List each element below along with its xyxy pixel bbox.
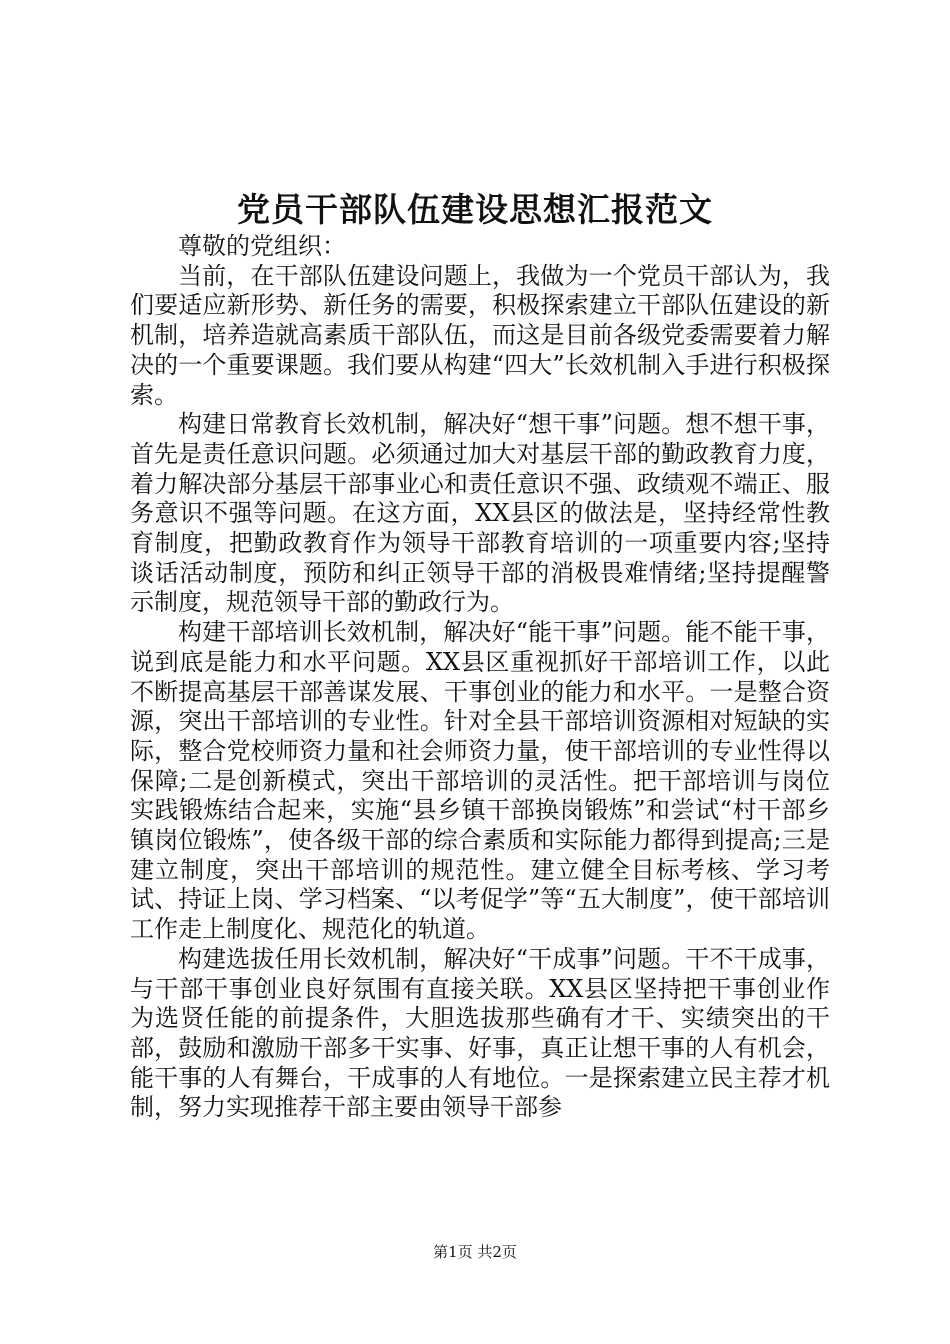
page-number-footer: 第1页 共2页	[433, 1243, 517, 1261]
paragraph-intro: 当前，在干部队伍建设问题上，我做为一个党员干部认为，我们要适应新形势、新任务的需要，积极探索建立干部队伍建设的新机制，培养造就高素质干部队伍，而这是目前各级党委需要着力解决的一个重要课题。我们要从构建“四大”长效机制入手进行积极探索。	[130, 261, 830, 409]
document-body	[130, 232, 830, 1123]
document-title: 党员干部队伍建设思想汇报范文	[237, 190, 713, 229]
paragraph-training: 构建干部培训长效机制，解决好“能干事”问题。能不能干事，说到底是能力和水平问题。XX县区重视抓好干部培训工作，以此不断提高基层干部善谋发展、干事创业的能力和水平。一是整合资源，突出干部培训的专业性。针对全县干部培训资源相对短缺的实际，整合党校师资力量和社会师资力量，使干部培训的专业性得以保障;二是创新模式，突出干部培训的灵活性。把干部培训与岗位实践锻炼结合起来，实施“县乡镇干部换岗锻炼”和尝试“村干部乡镇岗位锻炼”，使各级干部的综合素质和实际能力都得到提高;三是建立制度，突出干部培训的规范性。建立健全目标考核、学习考试、持证上岗、学习档案、“以考促学”等“五大制度”，使干部培训工作走上制度化、规范化的轨道。	[130, 618, 830, 944]
salutation: 尊敬的党组织：	[178, 232, 346, 260]
paragraph-selection: 构建选拔任用长效机制，解决好“干成事”问题。干不干成事，与干部干事创业良好氛围有直接关联。XX县区坚持把干事创业作为选贤任能的前提条件，大胆选拔那些确有才干、实绩突出的干部，鼓励和激励干部多干实事、好事，真正让想干事的人有机会，能干事的人有舞台，干成事的人有地位。一是探索建立民主荐才机制，努力实现推荐干部主要由领导干部参	[130, 944, 830, 1122]
paragraph-education: 构建日常教育长效机制，解决好“想干事”问题。想不想干事，首先是责任意识问题。必须通过加大对基层干部的勤政教育力度，着力解决部分基层干部事业心和责任意识不强、政绩观不端正、服务意识不强等问题。在这方面，XX县区的做法是，坚持经常性教育制度，把勤政教育作为领导干部教育培训的一项重要内容;坚持谈话活动制度，预防和纠正领导干部的消极畏难情绪;坚持提醒警示制度，规范领导干部的勤政行为。	[130, 410, 830, 617]
